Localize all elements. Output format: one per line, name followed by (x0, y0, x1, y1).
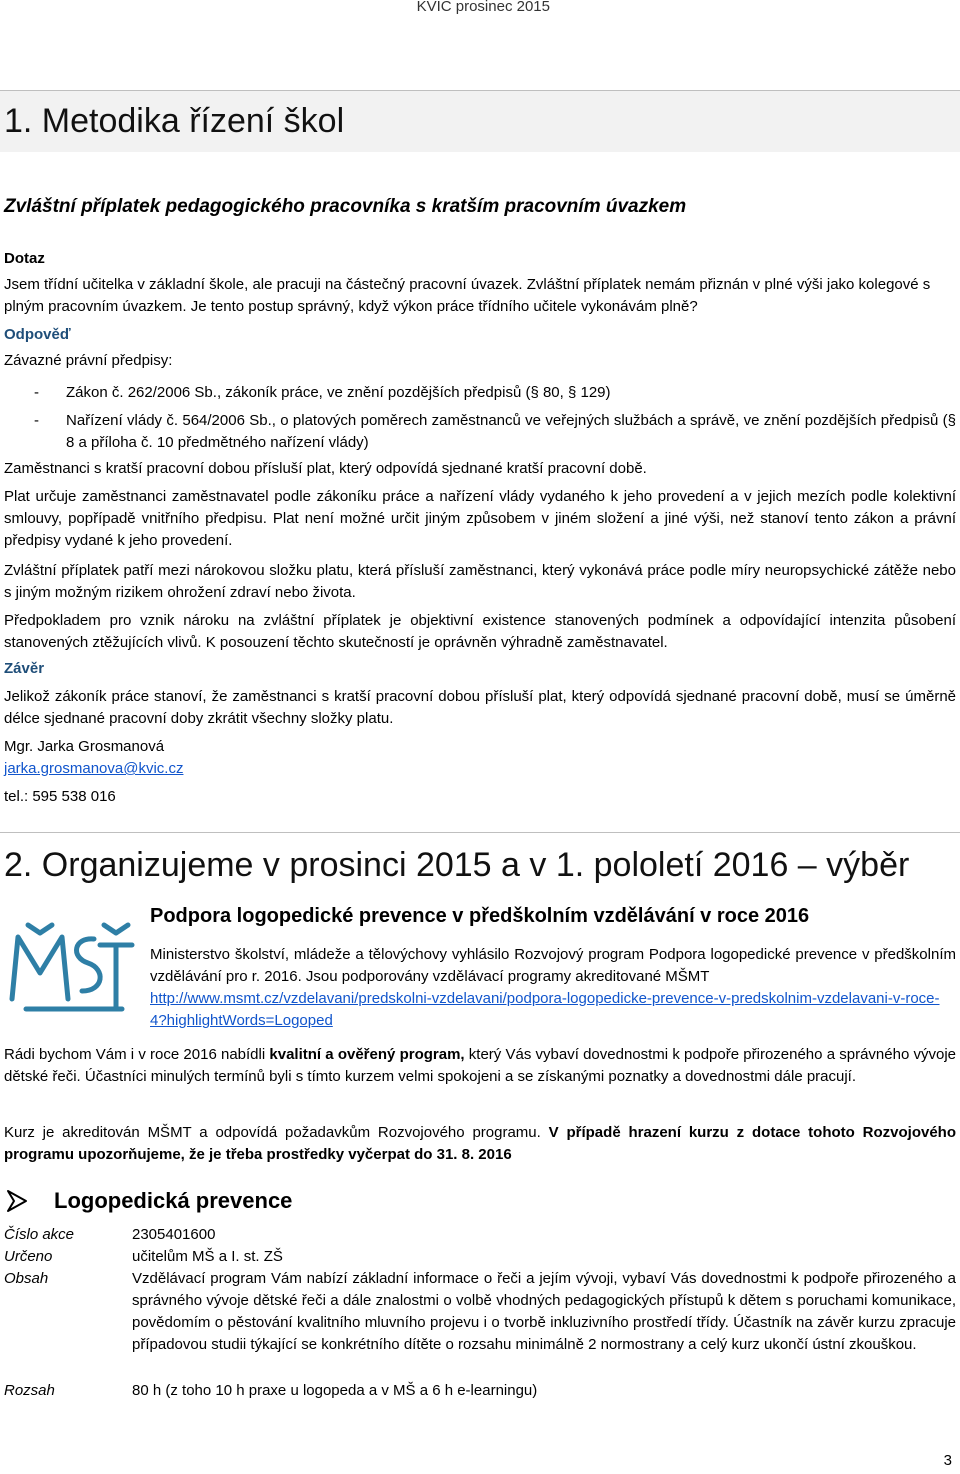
course-scope-label: Rozsah (4, 1382, 55, 1399)
question-text: Jsem třídní učitelka v základní škole, ale pracuji na částečný pracovní úvazek. Zvláštní příplatek nemám přiznán v plné výši jako kolegové s plným pracovním úvazkem. Je tento postup správný, když výkon práce třídního učitele vykonávám plně? (4, 276, 931, 315)
article-2-paragraph-1 (4, 1044, 956, 1088)
msmt-program-link[interactable]: http://www.msmt.cz/vzdelavani/predskolni-vzdelavani/podpora-logopedicke-prevence-v-predskolnim-vzdelavani-v-roce-4?highlightWords=Logoped (150, 990, 940, 1029)
conclusion-text: Jelikož zákoník práce stanoví, že zaměstnanci s kratší pracovní dobou přísluší plat, který odpovídá sjednané pracovní době, musí se úměrně délce sjednané pracovní doby zkrátit všechny složky platu. (4, 688, 956, 727)
section-1-heading-box (0, 90, 960, 152)
running-header: KVIC prosinec 2015 (416, 0, 550, 15)
binding-regulations-label: Závazné právní předpisy: (4, 352, 173, 369)
author-email[interactable]: jarka.grosmanova@kvic.cz (4, 760, 184, 777)
p1-text-c: který Vás vybaví dovednostmi k podpoře přirozeného a správného vývoje dětské řeči. Účastníci minulých termínů byli s tímto kurzem velmi spokojeni a se získanými poznatky a dovednostmi dále pracují. (4, 1046, 957, 1085)
conclusion-label: Závěr (4, 660, 45, 677)
course-title: Logopedická prevence (54, 1188, 293, 1213)
law-1-text: Zákon č. 262/2006 Sb., zákoník práce, ve znění pozdějších předpisů (§ 80, § 129) (66, 384, 611, 401)
course-content-value: Vzdělávací program Vám nabízí základní informace o řeči a jejím vývoji, vybaví Vás dovednostmi k podpoře přirozeného a správného vývoje dětské řeči a dále znalostmi o volbě vhodných pedagogických přístupů k dětem s poruchami komunikace, povědomím o pěstování kvalitního mluvního projevu i o tvorbě inkluzivního prostředí třídy. Účastník na závěr kurzu zpracuje případovou studii týkající se konkrétního dítěte o rozsahu minimálně 2 normostrany a celý kurz ukončí ústní zkouškou. (132, 1270, 956, 1353)
answer-paragraph-3: Zvláštní příplatek patří mezi nárokovou složku platu, která přísluší zaměstnanci, který vykonává práce podle míry neuropsychické zátěže nebo s jiným možným rizikem ohrožení zdraví nebo života. (4, 562, 956, 601)
msmt-link-container[interactable] (150, 988, 940, 1032)
course-content-label: Obsah (4, 1270, 49, 1287)
law-2-dash: - (34, 412, 39, 429)
article-2-title: Podpora logopedické prevence v předškolním vzdělávání v roce 2016 (150, 905, 810, 927)
p2-text-bold: V případě hrazení kurzu z dotace tohoto Rozvojového programu upozorňujeme, že je třeba prostředky vyčerpat do 31. 8. 2016 (4, 1124, 956, 1163)
author-email-link[interactable] (4, 758, 956, 780)
article-1-title: Zvláštní příplatek pedagogického pracovníka s kratším pracovním úvazkem (4, 196, 687, 217)
page-number: 3 (943, 1452, 952, 1469)
section-2-title: 2. Organizujeme v prosinci 2015 a v 1. pololetí 2016 – výběr (4, 846, 910, 884)
article-2-intro: Ministerstvo školství, mládeže a tělovýchovy vyhlásilo Rozvojový program Podpora logopedické prevence v předškolním vzdělávání pro r. 2016. Jsou podporovány vzdělávací programy akreditované MŠMT (150, 946, 956, 985)
law-1-dash: - (34, 384, 39, 401)
msmt-logo-icon (4, 917, 136, 1017)
author-name: Mgr. Jarka Grosmanová (4, 738, 165, 755)
p1-text-a: Rádi bychom Vám i v roce 2016 nabídli (4, 1046, 270, 1063)
question-label: Dotaz (4, 250, 45, 267)
answer-paragraph-1: Zaměstnanci s kratší pracovní dobou přísluší plat, který odpovídá sjednané kratší pracovní době. (4, 460, 647, 477)
course-number-value: 2305401600 (132, 1226, 216, 1243)
course-number-label: Číslo akce (4, 1226, 75, 1243)
law-2-text: Nařízení vlády č. 564/2006 Sb., o platových poměrech zaměstnanců ve veřejných službách a správě, ve znění pozdějších předpisů (§ 8 a příloha č. 10 předmětného nařízení vlády) (66, 412, 956, 451)
p1-text-bold: kvalitní a ověřený program, (269, 1046, 465, 1063)
answer-paragraph-4: Předpokladem pro vznik nároku na zvláštní příplatek je objektivní existence stanovených podmínek a odpovídající intenzita působení stanovených ztěžujících vlivů. K posouzení těchto skutečností je oprávněn výhradně zaměstnavatel. (4, 612, 956, 651)
course-audience-label: Určeno (4, 1248, 53, 1265)
section-2-heading-box (0, 832, 960, 890)
answer-label: Odpověď (4, 326, 71, 343)
section-1-title: 1. Metodika řízení škol (4, 102, 345, 140)
answer-paragraph-2: Plat určuje zaměstnanci zaměstnavatel podle zákoníku práce a nařízení vlády vydaného k jeho provedení a v jejich mezích podle kolektivní smlouvy, popřípadě vnitřního předpisu. Plat není možné určit jiným způsobem v jiném složení a jiné výši, než stanoví tento zákon a právní předpisy vydané k jeho provedení. (4, 488, 956, 549)
article-2-paragraph-2 (4, 1122, 956, 1166)
author-phone: tel.: 595 538 016 (4, 788, 116, 805)
course-audience-value: učitelům MŠ a I. st. ZŠ (132, 1248, 283, 1265)
arrow-bullet-icon (4, 1188, 30, 1214)
p2-text-a: Kurz je akreditován MŠMT a odpovídá požadavkům Rozvojového programu. (4, 1124, 549, 1141)
course-scope-value: 80 h (z toho 10 h praxe u logopeda a v MŠ a 6 h e-learningu) (132, 1382, 538, 1399)
